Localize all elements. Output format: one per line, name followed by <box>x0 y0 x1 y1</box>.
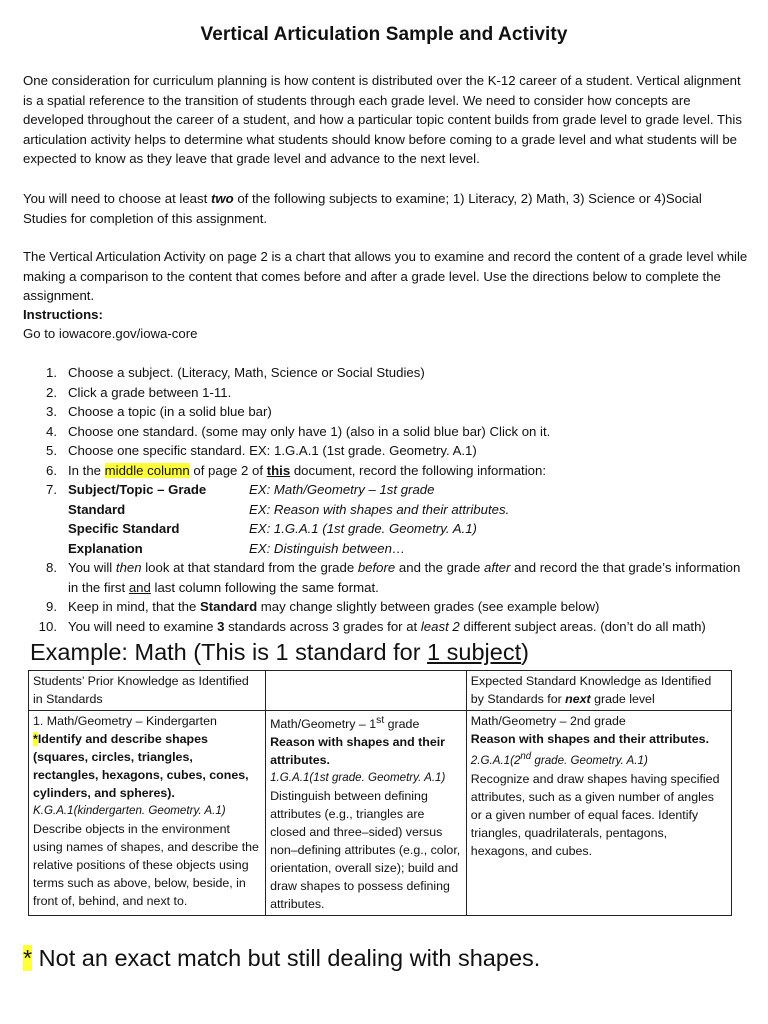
emphasis-this: this <box>266 462 291 478</box>
step-text: Choose a subject. (Literacy, Math, Science or Social Studies) <box>68 365 425 380</box>
field-row <box>68 500 748 520</box>
step-text: You will need to examine <box>68 618 218 634</box>
step-text: last column following the same format. <box>150 579 379 595</box>
step-item <box>23 558 748 597</box>
step-number: 4. <box>46 423 57 439</box>
cell-standard <box>33 730 261 802</box>
step-item <box>23 363 748 383</box>
footnote-text: Not an exact match but still dealing with shapes. <box>32 945 541 971</box>
emphasis-after: after <box>483 560 511 575</box>
field-row <box>68 539 748 559</box>
intro-paragraph: One consideration for curriculum planning is how content is distributed over the K-12 career of a student. Vertical alignment is a spatial reference to the transition of students through each grade level. We need to consider how concepts are developed throughout the career of a student, and how a particular topic content builds from grade level to grade level. This articulation activity helps to determine what students should know before coming to a grade level and what students will be expected to know as they leave that grade level and advance to the next level. <box>23 73 742 166</box>
instructions-label: Instructions: <box>23 307 103 322</box>
choose-text-before: You will need to choose at least <box>23 191 211 206</box>
table-header-row <box>29 671 732 711</box>
step-item <box>23 480 748 558</box>
emphasis-three: 3 <box>217 618 225 634</box>
instruction-steps <box>23 363 748 636</box>
cell-heading: 1. Math/Geometry – Kindergarten <box>33 714 217 728</box>
header-expected-knowledge <box>466 671 731 711</box>
step-item <box>23 617 748 637</box>
cell-citation <box>471 748 727 770</box>
field-row <box>68 519 748 539</box>
field-key: Specific Standard <box>68 521 180 536</box>
choose-subjects-paragraph <box>23 189 748 228</box>
field-row <box>68 480 748 500</box>
step-number: 9. <box>46 599 57 614</box>
example-heading <box>30 637 529 667</box>
emphasis-and: and <box>128 579 151 595</box>
field-example: EX: Math/Geometry – 1st grade <box>249 482 435 497</box>
example-heading-underlined: 1 subject <box>427 639 522 665</box>
heading-text: Math/Geometry – 1 <box>270 717 377 732</box>
step-text: and record the that grade’s information in the first <box>68 560 741 595</box>
step-number: 6. <box>46 462 57 478</box>
step-text: document, record the following information: <box>290 462 546 478</box>
step-text: Choose one specific standard. EX: 1.G.A.1 (1st grade. Geometry. A.1) <box>68 443 477 458</box>
step-text: different subject areas. (don’t do all math) <box>459 618 706 634</box>
step-item <box>23 597 748 617</box>
page-title: Vertical Articulation Sample and Activity <box>200 24 568 45</box>
step-item <box>23 461 748 481</box>
step-text: Keep in mind, that the <box>68 599 200 614</box>
footnote-asterisk: * <box>23 945 33 971</box>
step-text: look at that standard from the grade <box>141 560 358 575</box>
cell-standard: Reason with shapes and their attributes. <box>270 735 445 768</box>
cell-explanation: Recognize and draw shapes having specified attributes, such as a given number of angles or a given number of equal faces. Identify triangles, quadrilaterals, pentagons, hexagons, and cubes. <box>470 771 720 858</box>
step-text: Choose a topic (in a solid blue bar) <box>68 404 272 419</box>
cell-second-grade <box>466 711 731 916</box>
step-text: may change slightly between grades (see example below) <box>257 599 600 614</box>
activity-paragraph: The Vertical Articulation Activity on page 2 is a chart that allows you to examine and record the content of a grade level while making a comparison to the content that comes before and after a grade level. Use the directions below to complete the assignment. <box>23 249 748 303</box>
header-expected-end: grade level <box>590 692 655 706</box>
step-text: of page 2 of <box>189 462 267 478</box>
step-number: 10. <box>38 618 57 634</box>
asterisk-marker: * <box>33 732 38 746</box>
cell-heading: Math/Geometry – 2nd grade <box>470 714 626 728</box>
step-number: 1. <box>46 365 57 380</box>
step-text: Click a grade between 1-11. <box>68 384 232 400</box>
field-key: Subject/Topic – Grade <box>68 482 207 497</box>
table-row <box>29 711 732 916</box>
step-item <box>23 383 748 403</box>
choose-emphasis: two <box>210 191 234 206</box>
emphasis-before: before <box>357 560 396 575</box>
choose-text-after: of the following subjects to examine; 1) Literacy, 2) Math, 3) Science or 4)Social Studies for completion of this assignment. <box>23 191 702 226</box>
example-heading-end: ) <box>521 639 529 665</box>
field-example: EX: Reason with shapes and their attributes. <box>249 501 510 517</box>
step-item <box>23 441 748 461</box>
cell-citation: 1.G.A.1(1st grade. Geometry. A.1) <box>270 771 446 785</box>
field-key: Standard <box>68 501 126 517</box>
field-example: EX: Distinguish between… <box>249 540 406 556</box>
cell-citation: K.G.A.1(kindergarten. Geometry. A.1) <box>33 804 226 817</box>
example-table <box>28 670 732 916</box>
step-number: 5. <box>46 443 57 458</box>
step-text: In the <box>68 462 105 478</box>
footnote <box>23 943 540 973</box>
emphasis-then: then <box>115 560 142 575</box>
cell-explanation: Distinguish between defining attributes (e.g., triangles are closed and three–sided) versus non–defining attributes (e.g., color, orientation, overall size); build and draw shapes to possess defining attributes. <box>270 789 461 912</box>
emphasis-least-two: least 2 <box>420 618 460 634</box>
citation-text: 2.G.A.1(2 <box>470 753 521 767</box>
emphasis-standard: Standard <box>199 599 258 614</box>
standard-text: Identify and describe shapes (squares, circles, triangles, rectangles, hexagons, cubes, cones, cylinders, and spheres). <box>33 732 249 800</box>
cell-first-grade <box>266 711 467 916</box>
header-expected-text: Expected Standard Knowledge as Identified by Standards for <box>470 674 712 706</box>
header-middle <box>266 671 467 711</box>
step-number: 8. <box>46 560 57 575</box>
header-prior-knowledge: Students’ Prior Knowledge as Identified in Standards <box>29 671 266 711</box>
header-expected-next: next <box>565 692 591 706</box>
step-text: You will <box>68 560 116 575</box>
cell-kindergarten <box>29 711 266 916</box>
step-number: 2. <box>46 384 57 400</box>
step-text: standards across 3 grades for at <box>224 618 421 634</box>
cell-explanation: Describe objects in the environment using names of shapes, and describe the relative positions of these objects using terms such as above, below, beside, in front of, behind, and next to. <box>33 822 259 908</box>
step-text: and the grade <box>395 560 484 575</box>
citation-sup: nd <box>520 751 532 762</box>
step-number: 3. <box>46 404 57 419</box>
heading-end: grade <box>384 717 420 732</box>
step-item <box>23 422 748 442</box>
field-example: EX: 1.G.A.1 (1st grade. Geometry. A.1) <box>249 521 477 536</box>
step-item <box>23 402 748 422</box>
step-number: 7. <box>46 482 57 497</box>
cell-heading <box>270 712 462 733</box>
step-text: Choose one standard. (some may only have 1) (also in a solid blue bar) Click on it. <box>68 423 551 439</box>
cell-standard: Reason with shapes and their attributes. <box>470 732 710 746</box>
heading-sup: st <box>376 715 385 726</box>
goto-line: Go to iowacore.gov/iowa-core <box>23 326 198 341</box>
citation-end: grade. Geometry. A.1) <box>531 753 648 767</box>
example-heading-text: Example: Math (This is 1 standard for <box>30 639 428 665</box>
highlighted-middle-column: middle column <box>104 462 190 478</box>
field-key: Explanation <box>68 540 143 556</box>
